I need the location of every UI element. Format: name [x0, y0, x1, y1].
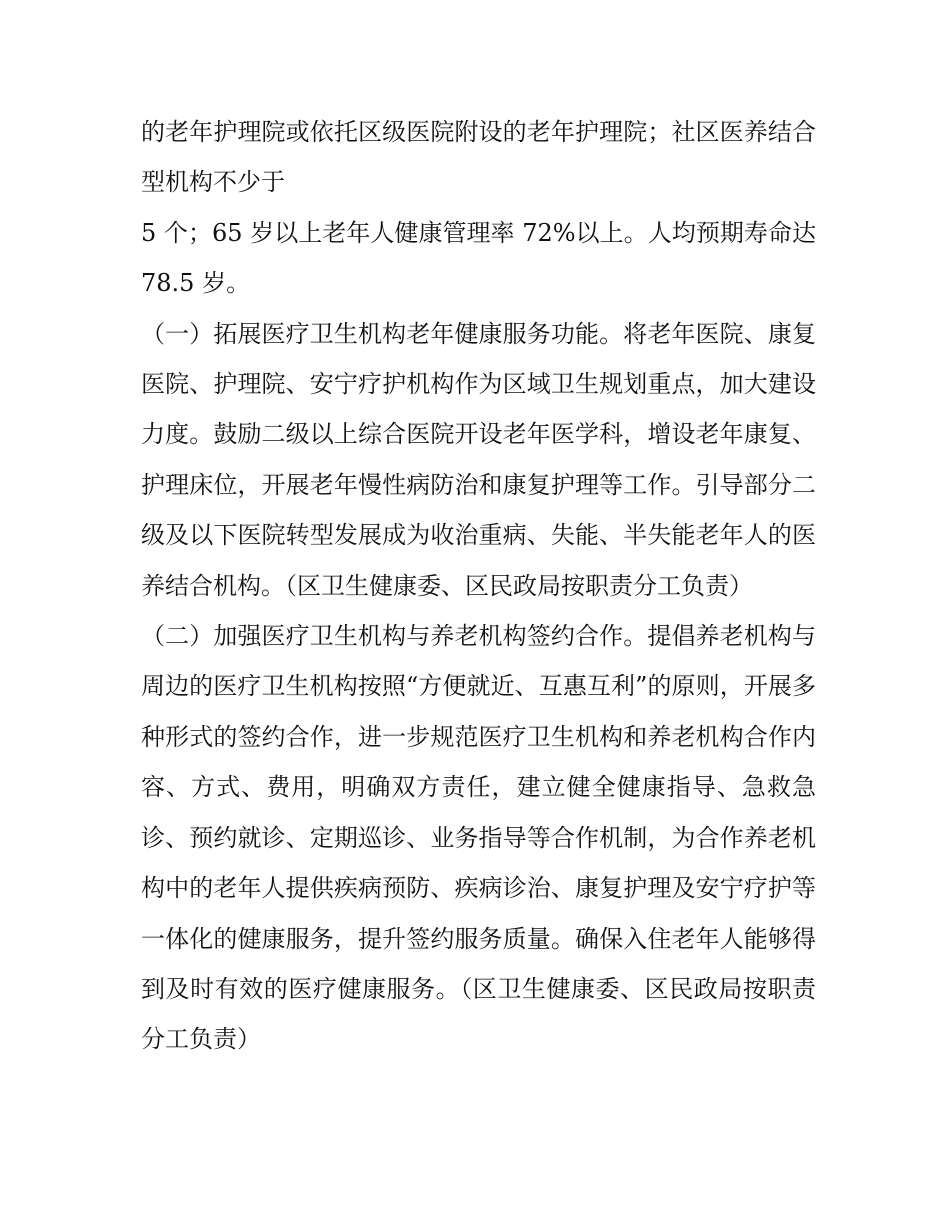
- paragraph-targets: 5 个；65 岁以上老年人健康管理率 72%以上。人均预期寿命达 78.5 岁。: [141, 218, 816, 298]
- document-body: [141, 107, 816, 1065]
- paragraph-section-2: （二）加强医疗卫生机构与养老机构签约合作。提倡养老机构与周边的医疗卫生机构按照“方便就近、互惠互利”的原则，开展多种形式的签约合作，进一步规范医疗卫生机构和养老机构合作内容、方式、费用，明确双方责任，建立健全健康指导、急救急诊、预约就诊、定期巡诊、业务指导等合作机制，为合作养老机构中的老年人提供疾病预防、疾病诊治、康复护理及安宁疗护等一体化的健康服务，提升签约服务质量。确保入住老年人能够得到及时有效的医疗健康服务。（区卫生健康委、区民政局按职责分工负责）: [141, 622, 816, 1054]
- paragraph-continuation: 的老年护理院或依托区级医院附设的老年护理院；社区医养结合型机构不少于: [141, 118, 816, 197]
- paragraph-section-1: （一）拓展医疗卫生机构老年健康服务功能。将老年医院、康复医院、护理院、安宁疗护机构作为区域卫生规划重点，加大建设力度。鼓励二级以上综合医院开设老年医学科，增设老年康复、护理床位，开展老年慢性病防治和康复护理等工作。引导部分二级及以下医院转型发展成为收治重病、失能、半失能老年人的医养结合机构。（区卫生健康委、区民政局按职责分工负责）: [141, 319, 816, 600]
